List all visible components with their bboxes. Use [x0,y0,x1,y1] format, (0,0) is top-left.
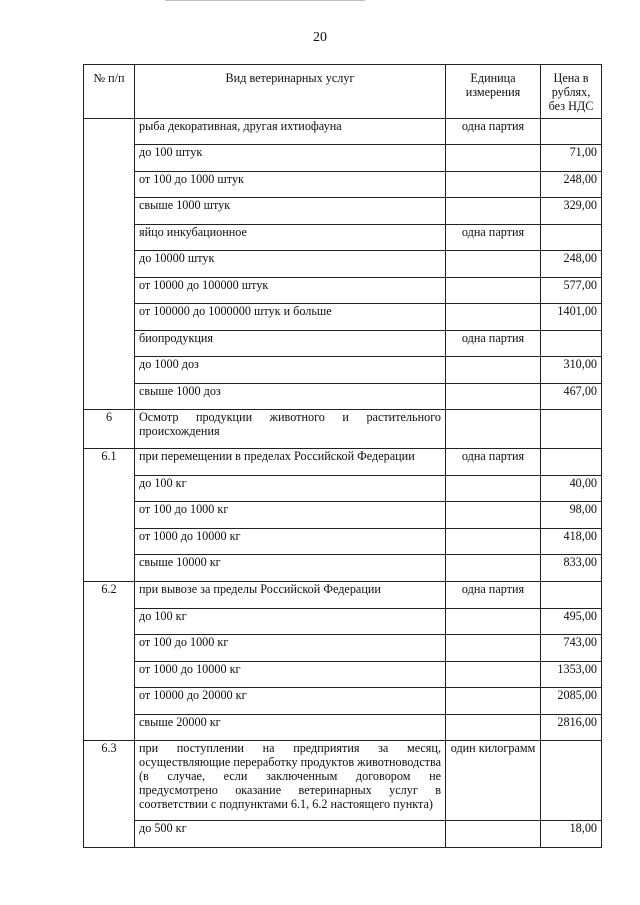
table-row [84,145,602,172]
cell-price: 248,00 [541,172,602,198]
cell-service: Осмотр продукции животного и растительного происхождения [135,410,446,449]
cell-unit [446,502,541,529]
cell-num: 6.3 [84,741,135,821]
table-row [84,357,602,384]
cell-unit: одна партия [446,331,541,357]
table-row [84,251,602,278]
cell-price [541,741,602,821]
cell-unit: одна партия [446,582,541,609]
cell-service: свыше 10000 кг [135,555,446,582]
cell-price: 310,00 [541,357,602,384]
table-row [84,688,602,715]
header-unit: Единица измерения [446,65,541,119]
cell-unit: одна партия [446,119,541,145]
cell-unit [446,635,541,662]
cell-unit: одна партия [446,449,541,476]
cell-unit [446,609,541,635]
cell-unit [446,410,541,449]
cell-price: 329,00 [541,198,602,225]
cell-price: 18,00 [541,821,602,848]
cell-price: 98,00 [541,502,602,529]
cell-num [84,555,135,582]
header-service: Вид ветеринарных услуг [135,65,446,119]
table-header-row [84,65,602,119]
cell-service: до 1000 доз [135,357,446,384]
cell-service: до 10000 штук [135,251,446,278]
cell-num [84,662,135,688]
cell-service: от 100 до 1000 кг [135,635,446,662]
cell-unit [446,555,541,582]
cell-price: 2085,00 [541,688,602,715]
table-row [84,609,602,635]
table-row [84,476,602,502]
cell-price: 1353,00 [541,662,602,688]
cell-num: 6 [84,410,135,449]
page-number: 20 [313,30,327,45]
cell-num [84,251,135,278]
cell-service: свыше 1000 штук [135,198,446,225]
table-row [84,662,602,688]
cell-service: яйцо инкубационное [135,225,446,251]
cell-price [541,225,602,251]
cell-num [84,145,135,172]
price-table [83,64,602,848]
cell-price: 1401,00 [541,304,602,331]
cell-service: от 100 до 1000 кг [135,502,446,529]
cell-num [84,357,135,384]
cell-service: при вывозе за пределы Российской Федерации [135,582,446,609]
cell-price: 418,00 [541,529,602,555]
table-row [84,582,602,609]
cell-num [84,304,135,331]
cell-price: 743,00 [541,635,602,662]
table-row [84,304,602,331]
cell-num [84,172,135,198]
cell-service: от 1000 до 10000 кг [135,529,446,555]
cell-num [84,688,135,715]
cell-price: 577,00 [541,278,602,304]
table-row [84,741,602,821]
cell-num [84,331,135,357]
table-row [84,502,602,529]
table-row [84,635,602,662]
cell-service: от 1000 до 10000 кг [135,662,446,688]
table-row [84,715,602,741]
cell-unit [446,529,541,555]
cell-price: 40,00 [541,476,602,502]
cell-unit [446,251,541,278]
top-rule [165,0,365,1]
cell-service: до 100 кг [135,476,446,502]
cell-unit: один килограмм [446,741,541,821]
table-row [84,225,602,251]
table-row [84,331,602,357]
cell-unit [446,384,541,410]
cell-price [541,410,602,449]
cell-service: от 100000 до 1000000 штук и больше [135,304,446,331]
cell-price: 71,00 [541,145,602,172]
cell-unit [446,145,541,172]
cell-unit [446,476,541,502]
header-price: Цена в рублях, без НДС [541,65,602,119]
cell-price [541,449,602,476]
cell-service: до 100 штук [135,145,446,172]
cell-num: 6.1 [84,449,135,476]
cell-unit [446,278,541,304]
cell-num [84,635,135,662]
cell-num [84,529,135,555]
table-row [84,384,602,410]
cell-service: до 100 кг [135,609,446,635]
cell-num: 6.2 [84,582,135,609]
cell-price [541,331,602,357]
table-row [84,449,602,476]
cell-price: 467,00 [541,384,602,410]
cell-unit [446,662,541,688]
cell-num [84,502,135,529]
cell-service: при поступлении на предприятия за месяц, осуществляющие переработку продуктов животноводства (в случае, если заключенным договором не предусмотрено оказание ветеринарных услуг в соответствии с подпунктами 6.1, 6.2 настоящего пункта) [135,741,446,821]
cell-num [84,609,135,635]
cell-service: при перемещении в пределах Российской Федерации [135,449,446,476]
table-row [84,821,602,848]
cell-num [84,225,135,251]
table-body [84,119,602,848]
cell-service: рыба декоративная, другая ихтиофауна [135,119,446,145]
table-row [84,119,602,145]
cell-unit [446,304,541,331]
cell-num [84,119,135,145]
cell-num [84,715,135,741]
cell-num [84,384,135,410]
header-num: № п/п [84,65,135,119]
cell-price: 2816,00 [541,715,602,741]
cell-service: биопродукция [135,331,446,357]
cell-unit [446,715,541,741]
cell-service: от 10000 до 20000 кг [135,688,446,715]
cell-unit [446,172,541,198]
cell-service: свыше 1000 доз [135,384,446,410]
cell-service: свыше 20000 кг [135,715,446,741]
cell-service: от 10000 до 100000 штук [135,278,446,304]
cell-price: 248,00 [541,251,602,278]
cell-num [84,476,135,502]
table-row [84,555,602,582]
cell-num [84,198,135,225]
cell-num [84,821,135,848]
cell-unit [446,357,541,384]
cell-unit: одна партия [446,225,541,251]
cell-service: от 100 до 1000 штук [135,172,446,198]
cell-unit [446,198,541,225]
table-row [84,198,602,225]
table-row [84,278,602,304]
cell-service: до 500 кг [135,821,446,848]
cell-unit [446,688,541,715]
cell-price: 495,00 [541,609,602,635]
cell-num [84,278,135,304]
table-row [84,529,602,555]
cell-price [541,582,602,609]
cell-price [541,119,602,145]
cell-price: 833,00 [541,555,602,582]
cell-unit [446,821,541,848]
table-row [84,410,602,449]
table-row [84,172,602,198]
